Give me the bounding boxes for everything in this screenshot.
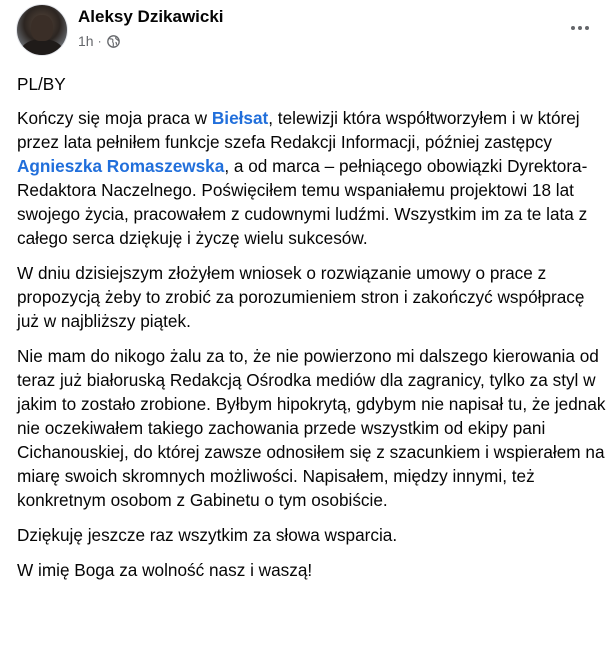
post-paragraph-3: Nie mam do nikogo żalu za to, że nie powierzono mi dalszego kierowania od teraz już białoruską Redakcją Ośrodka mediów dla zagranicy, tylko za styl w jakim to zostało zrobione. Byłbym hipokrytą, gdybym nie napisał tu, że jednak nie oczekiwałem takiego zachowania przede wszystkim od ekipy pani Cichanouskiej, do której zawsze odnosiłem się z szacunkiem i wspierałem na miarę swoich skromnych możliwości. Napisałem, między innymi, też konkretnym osobom z Gabinetu o tym osobiście. <box>17 346 606 510</box>
more-options-icon[interactable] <box>566 16 594 40</box>
post-paragraph-1 <box>17 106 607 250</box>
more-dot <box>571 26 575 30</box>
post-body <box>17 64 607 593</box>
post-header <box>16 0 600 64</box>
post-meta <box>78 33 120 49</box>
paragraph-text: Kończy się moja praca w <box>17 108 212 128</box>
mention-link-romaszewska[interactable]: Agnieszka Romaszewska <box>17 156 225 176</box>
more-dot <box>585 26 589 30</box>
post-language-tag: PL/BY <box>17 74 66 94</box>
mention-link-bielsat[interactable]: Biełsat <box>211 108 269 128</box>
avatar-face <box>31 15 53 41</box>
post-paragraph-4: Dziękuję jeszcze raz wszytkim za słowa wsparcia. <box>17 525 398 545</box>
author-name[interactable]: Aleksy Dzikawicki <box>78 7 224 26</box>
paragraph-text: , a od marca – pełniącego obowiązki Dyrektora-Redaktora Naczelnego. Poświęciłem temu wspaniałemu projektowi 18 lat swojego życia, pracowałem z cudownymi ludźmi. Wszystkim im za te lata z całego serca dziękuję i życzę wielu sukcesów. <box>17 156 588 248</box>
globe-icon[interactable] <box>107 35 120 48</box>
post-paragraph-5: W imię Boga za wolność nasz i waszą! <box>17 560 313 580</box>
avatar[interactable] <box>16 4 68 56</box>
more-dot <box>578 26 582 30</box>
post-time[interactable]: 1h <box>78 33 94 49</box>
paragraph-text: , telewizji która współtworzyłem i w której przez lata pełniłem funkcje szefa Redakcji Informacji, później zastępcy <box>17 108 580 152</box>
post-paragraph-2: W dniu dzisiejszym złożyłem wniosek o rozwiązanie umowy o prace z propozycją żeby to zrobić za porozumieniem stron i zakończyć współpracę już w najbliższy piątek. <box>17 263 585 331</box>
avatar-shoulders <box>21 39 63 56</box>
meta-separator: · <box>97 34 102 48</box>
